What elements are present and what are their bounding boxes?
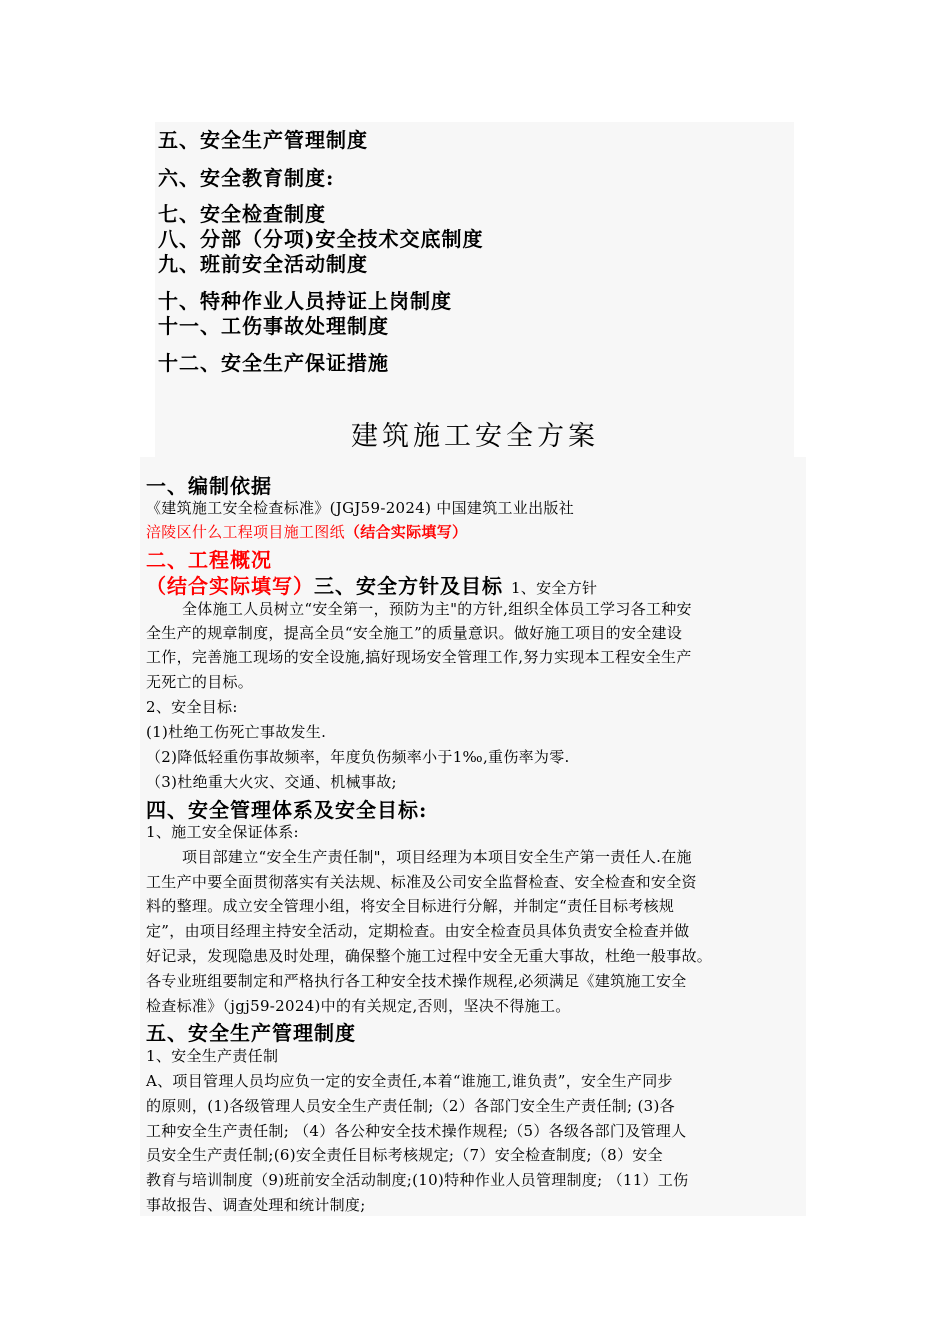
section-heading: 二、工程概况 (146, 548, 272, 572)
paragraph-line: 全体施工人员树立“安全第一，预防为主"的方针,组织全体员工学习各工种安 (182, 600, 692, 618)
section-heading: 一、编制依据 (146, 474, 272, 498)
toc-item: 五、安全生产管理制度 (158, 128, 368, 152)
reference-line: 《建筑施工安全检查标准》(JGJ59-2024) 中国建筑工业出版社 (146, 499, 575, 517)
paragraph-line: 各专业班组要制定和严格执行各工种安全技术操作规程,必须满足《建筑施工安全 (146, 972, 687, 990)
paragraph-line: 工生产中要全面贯彻落实有关法规、标准及公司安全监督检查、安全检查和安全资 (146, 873, 697, 891)
section-heading: 三、安全方针及目标 (314, 574, 503, 598)
toc-item: 十一、工伤事故处理制度 (158, 314, 389, 338)
paragraph-line: 事故报告、调查处理和统计制度; (146, 1196, 366, 1214)
toc-item: 七、安全检查制度 (158, 202, 326, 226)
paragraph-line: 的原则，(1)各级管理人员安全生产责任制;（2）各部门安全生产责任制; (3)各 (146, 1097, 675, 1115)
section-heading: 五、安全生产管理制度 (146, 1021, 356, 1045)
toc-item: 十二、安全生产保证措施 (158, 351, 389, 375)
paragraph-line: 全生产的规章制度，提高全员“安全施工”的质量意识。做好施工项目的安全建设 (146, 624, 683, 642)
subheading: 2、安全目标: (146, 698, 238, 716)
drawings-text: 涪陵区什么工程项目施工图纸 (146, 523, 345, 541)
fill-note: （结合实际填写） (146, 574, 314, 598)
drawings-line (146, 521, 467, 542)
fill-note: （结合实际填写） (344, 523, 468, 541)
paragraph-line: 工种安全生产责任制; （4）各公种安全技术操作规程;（5）各级各部门及管理人 (146, 1122, 687, 1140)
paragraph-line: 检查标准》（jgj59-2024)中的有关规定,否则，坚决不得施工。 (146, 997, 571, 1015)
goal-item: (1)杜绝工伤死亡事故发生. (146, 723, 327, 741)
goal-item: （2)降低轻重伤事故频率，年度负伤频率小于1‰,重伤率为零. (146, 748, 570, 766)
subheading: 1、安全方针 (510, 579, 598, 597)
paragraph-line: 员安全生产责任制;(6)安全责任目标考核规定;（7）安全检查制度;（8）安全 (146, 1146, 663, 1164)
subheading: 1、安全生产责任制 (146, 1047, 279, 1065)
toc-item: 十、特种作业人员持证上岗制度 (158, 289, 452, 313)
toc-item: 六、安全教育制度: (158, 166, 335, 190)
document-title: 建筑施工安全方案 (351, 421, 599, 452)
goal-item: （3)杜绝重大火灾、交通、机械事故; (146, 773, 397, 791)
paragraph-line: 教育与培训制度（9)班前安全活动制度;(10)特种作业人员管理制度; （11）工伤 (146, 1171, 689, 1189)
paragraph-line: 好记录，发现隐患及时处理，确保整个施工过程中安全无重大事故，杜绝一般事故。 (146, 947, 713, 965)
paragraph-line: 无死亡的目标。 (146, 673, 254, 691)
paragraph-line: 项目部建立“安全生产责任制"，项目经理为本项目安全生产第一责任人.在施 (182, 848, 692, 866)
paragraph-line: 料的整理。成立安全管理小组，将安全目标进行分解，并制定“责任目标考核规 (146, 897, 675, 915)
toc-item: 八、分部（分项)安全技术交底制度 (158, 227, 484, 251)
paragraph-line: 工作，完善施工现场的安全设施,搞好现场安全管理工作,努力实现本工程安全生产 (146, 648, 692, 666)
section-3-line (146, 570, 597, 599)
paragraph-line: A、项目管理人员均应负一定的安全责任,本着“谁施工,谁负责”，安全生产同步 (146, 1072, 673, 1090)
subheading: 1、施工安全保证体系: (146, 823, 299, 841)
section-heading: 四、安全管理体系及安全目标: (146, 798, 428, 822)
toc-item: 九、班前安全活动制度 (158, 252, 368, 276)
paragraph-line: 定”，由项目经理主持安全活动，定期检查。由安全检查员具体负责安全检查并做 (146, 922, 690, 940)
